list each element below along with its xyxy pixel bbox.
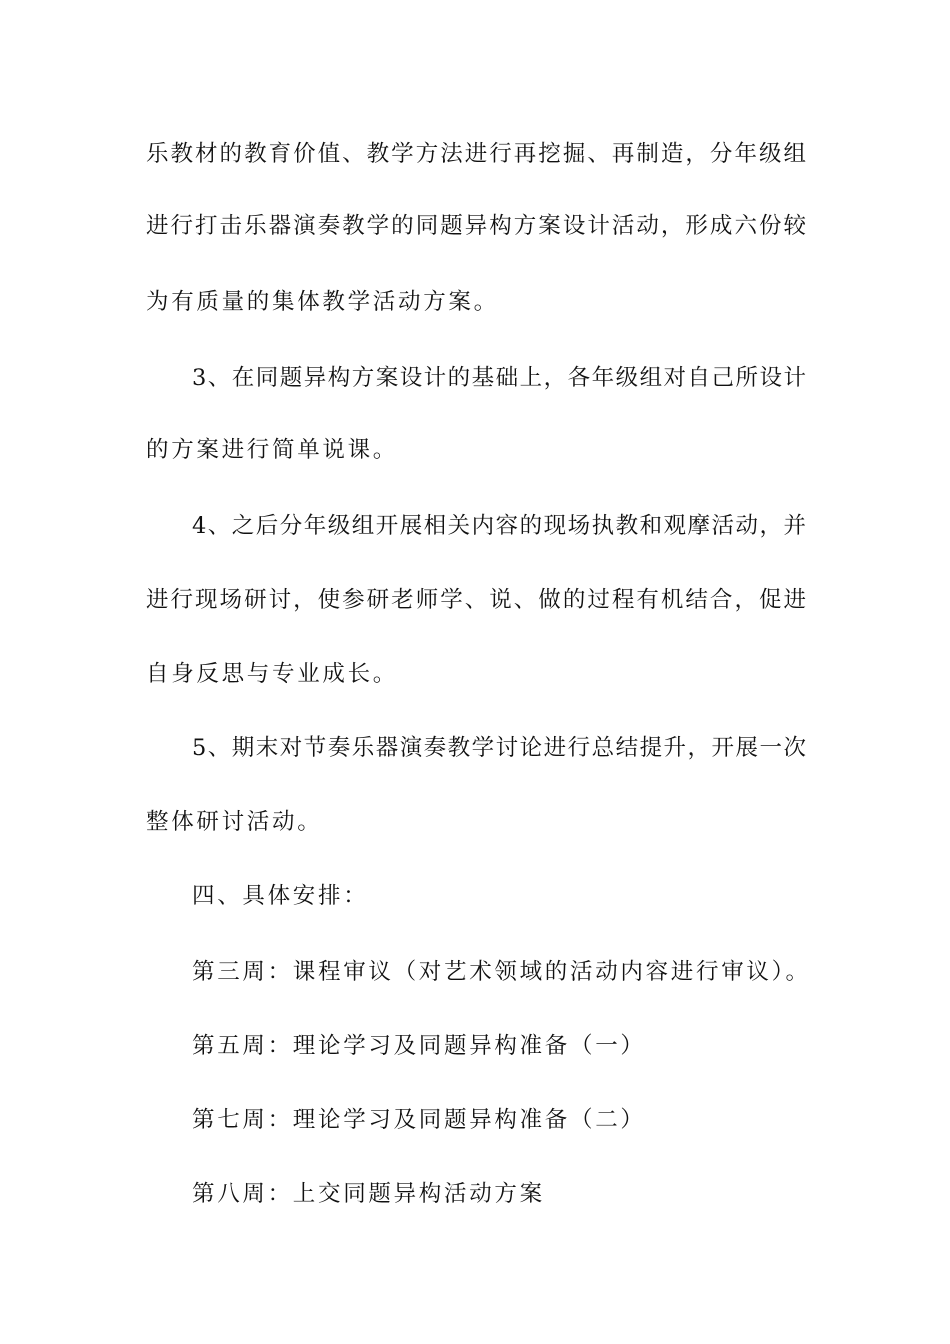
paragraph-line: 进行现场研讨，使参研老师学、说、做的过程有机结合，促进 xyxy=(146,587,806,613)
schedule-item: 第八周：上交同题异构活动方案 xyxy=(192,1181,545,1207)
paragraph-line: 4、之后分年级组开展相关内容的现场执教和观摩活动，并 xyxy=(192,513,806,539)
paragraph-line: 为有质量的集体教学活动方案。 xyxy=(146,289,499,315)
paragraph-line: 乐教材的教育价值、教学方法进行再挖掘、再制造，分年级组 xyxy=(146,141,806,167)
paragraph-line: 3、在同题异构方案设计的基础上，各年级组对自己所设计 xyxy=(192,365,806,391)
paragraph-line: 进行打击乐器演奏教学的同题异构方案设计活动，形成六份较 xyxy=(146,213,806,239)
paragraph-line: 的方案进行简单说课。 xyxy=(146,437,399,463)
paragraph-line: 5、期末对节奏乐器演奏教学讨论进行总结提升，开展一次 xyxy=(192,735,806,761)
paragraph-line: 自身反思与专业成长。 xyxy=(146,661,399,687)
paragraph-line: 整体研讨活动。 xyxy=(146,809,323,835)
section-heading: 四、具体安排： xyxy=(192,883,369,909)
schedule-item: 第七周：理论学习及同题异构准备（二） xyxy=(192,1107,646,1133)
schedule-item: 第五周：理论学习及同题异构准备（一） xyxy=(192,1033,646,1059)
schedule-item: 第三周：课程审议（对艺术领域的活动内容进行审议）。 xyxy=(192,959,811,985)
